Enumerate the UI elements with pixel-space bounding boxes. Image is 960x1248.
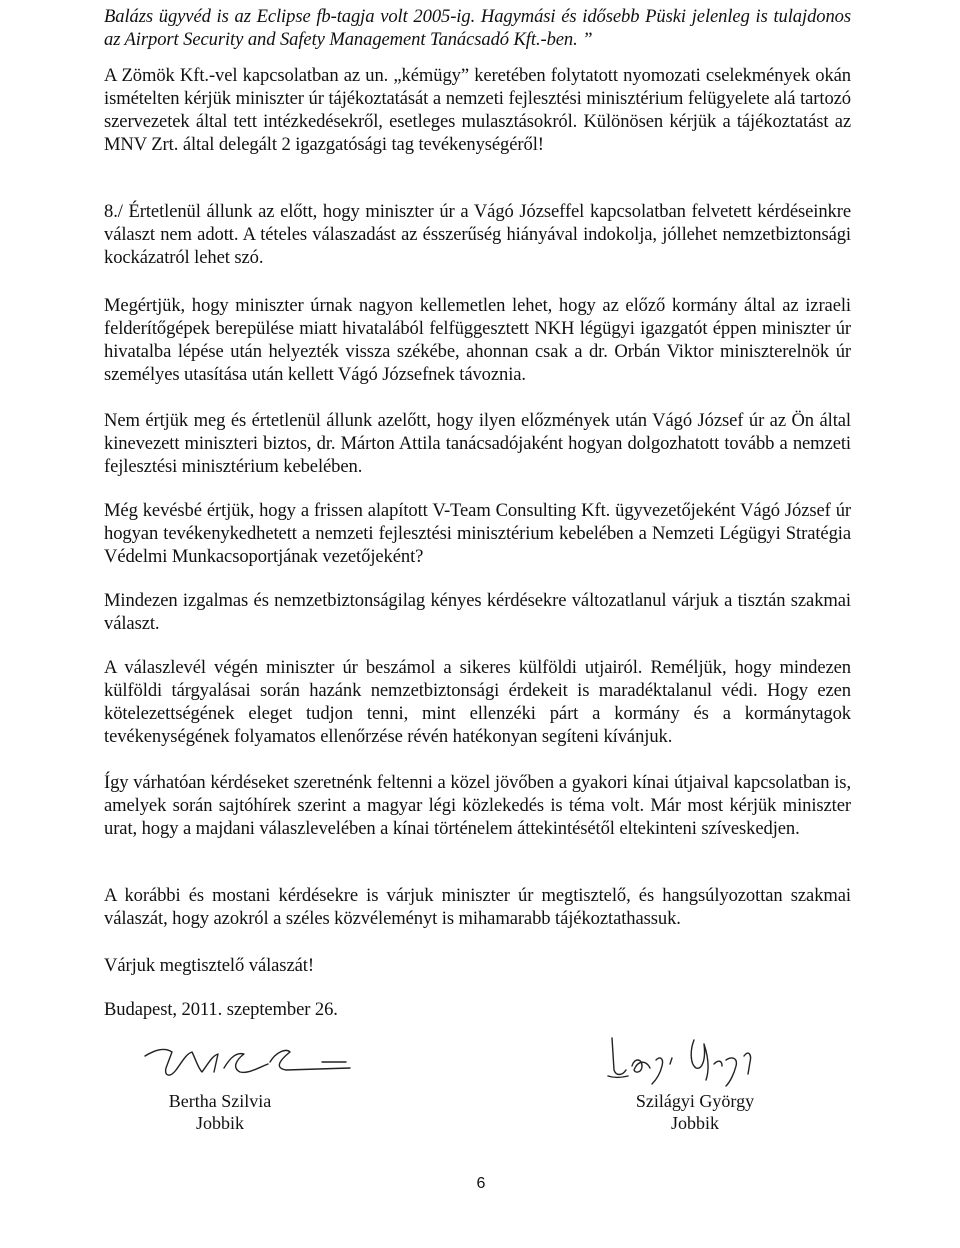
body-paragraph: Mindezen izgalmas és nemzetbiztonságilag kényes kérdésekre változatlanul várjuk a tisztán szakmai választ. bbox=[104, 590, 851, 634]
body-paragraph: A Zömök Kft.-vel kapcsolatban az un. „kémügy” keretében folytatott nyomozati cselekmények okán ismételten kérjük miniszter úr tájékoztatását a nemzeti fejlesztési minisztérium felügyelete alá tartozó szervezetek által tett intézkedésekről, esetleges mulasztásokról. Különösen kérjük a tájékoztatást az MNV Zrt. által delegált 2 igazgatósági tag tevékenységéről! bbox=[104, 65, 851, 155]
signatory-party: Jobbik bbox=[195, 1113, 244, 1133]
signatory-block bbox=[150, 1090, 290, 1134]
signatory-name: Szilágyi György bbox=[635, 1091, 755, 1111]
page-number: 6 bbox=[476, 1175, 486, 1192]
section-8-paragraph: 8./ Értetlenül állunk az előtt, hogy miniszter úr a Vágó Józseffel kapcsolatban felvetett kérdéseinkre választ nem adott. A tételes válaszadást az ésszerűség hiányával indokolja, jóllehet nemzetbiztonsági kockázatról lehet szó. bbox=[104, 201, 851, 268]
signatory-party: Jobbik bbox=[670, 1113, 719, 1133]
body-paragraph: Nem értjük meg és értetlenül állunk azelőtt, hogy ilyen előzmények után Vágó József úr az Ön által kinevezett miniszteri biztos, dr. Márton Attila tanácsadójaként hogyan dolgozhatott tovább a nemzeti fejlesztési minisztérium kebelében. bbox=[104, 410, 851, 477]
body-paragraph: Így várhatóan kérdéseket szeretnénk feltenni a közel jövőben a gyakori kínai útjaival kapcsolatban is, amelyek során sajtóhírek szerint a magyar légi közlekedés is téma volt. Már most kérjük miniszter urat, hogy a majdani válaszlevelében a kínai történelem áttekintésétől eltekinteni szíveskedjen. bbox=[104, 772, 851, 839]
date-line: Budapest, 2011. szeptember 26. bbox=[104, 999, 338, 1020]
body-paragraph: A válaszlevél végén miniszter úr beszámol a sikeres külföldi utjairól. Reméljük, hogy mindezen külföldi tárgyalásai során hazánk nemzetbiztonsági érdekeit is maradéktalanul védi. Hogy ezen kötelezettségének eleget tudjon tenni, mint ellenzéki párt a kormány és a kormánytagok tevékenységének folyamatos ellenőrzése révén hatékonyan segíteni kívánjuk. bbox=[104, 657, 851, 747]
body-paragraph: Még kevésbé értjük, hogy a frissen alapított V-Team Consulting Kft. ügyvezetőjeként Vágó József úr hogyan tevékenykedhetett a nemzeti fejlesztési minisztérium kebelében a Nemzeti Légügyi Stratégia Védelmi Munkacsoportjának vezetőjeként? bbox=[104, 500, 851, 567]
body-paragraph: A korábbi és mostani kérdésekre is várjuk miniszter úr megtisztelő, és hangsúlyozottan szakmai válaszát, hogy azokról a széles közvéleményt is mihamarabb tájékoztathassuk. bbox=[104, 885, 851, 929]
signatory-name: Bertha Szilvia bbox=[168, 1091, 272, 1111]
handwritten-signature-right bbox=[598, 1030, 798, 1090]
intro-paragraph: Balázs ügyvéd is az Eclipse fb-tagja volt 2005-ig. Hagymási és idősebb Püski jelenleg is tulajdonos az Airport Security and Safety Management Tanácsadó Kft.-ben. ” bbox=[104, 6, 851, 50]
body-paragraph: Megértjük, hogy miniszter úrnak nagyon kellemetlen lehet, hogy az előző kormány által az izraeli felderítőgépek berepülése miatt hivatalából felfüggesztett NKH légügyi igazgatót éppen miniszter úr hivatalba lépése után helyezték vissza székébe, ahonnan csak a dr. Orbán Viktor miniszterelnök úr személyes utasítása után kellett Vágó Józsefnek távoznia. bbox=[104, 295, 851, 385]
closing-line: Várjuk megtisztelő válaszát! bbox=[104, 955, 314, 976]
handwritten-signature-left bbox=[140, 1038, 360, 1086]
signatory-block bbox=[620, 1090, 770, 1134]
